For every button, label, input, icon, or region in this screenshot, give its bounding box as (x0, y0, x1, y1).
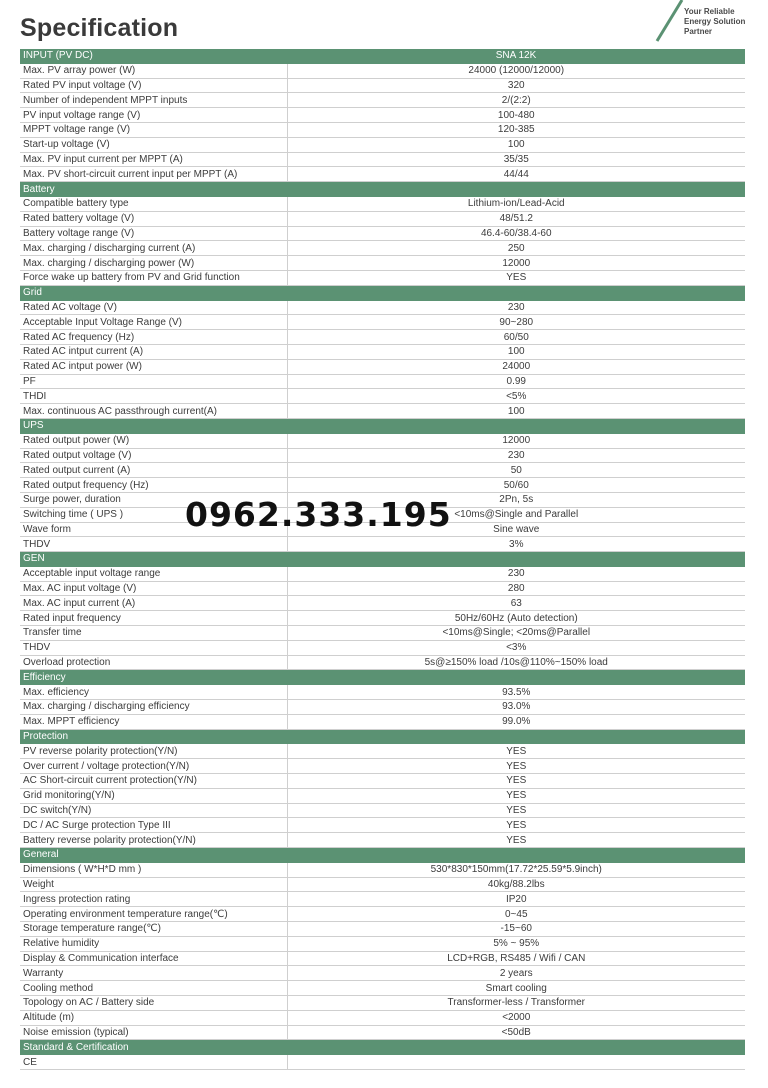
spec-value: 0.99 (287, 374, 745, 389)
section-header-row (20, 552, 745, 567)
spec-label: Rated AC voltage (V) (20, 300, 287, 315)
section-header-label: GEN (20, 552, 287, 567)
spec-value: 230 (287, 300, 745, 315)
spec-value: -15~60 (287, 922, 745, 937)
section-header-label: Protection (20, 729, 287, 744)
spec-value: Smart cooling (287, 981, 745, 996)
section-header-label: Battery (20, 182, 287, 197)
spec-value: IP20 (287, 892, 745, 907)
spec-row (20, 78, 745, 93)
spec-label: Max. AC input voltage (V) (20, 581, 287, 596)
spec-row (20, 803, 745, 818)
spec-label: Rated output frequency (Hz) (20, 478, 287, 493)
spec-value: 24000 (287, 359, 745, 374)
spec-value: 99.0% (287, 714, 745, 729)
section-header-value (287, 670, 745, 685)
spec-value: YES (287, 788, 745, 803)
spec-value: Lithium-ion/Lead-Acid (287, 196, 745, 211)
spec-label: Rated AC intput current (A) (20, 344, 287, 359)
section-header-row (20, 670, 745, 685)
spec-value: 100-480 (287, 108, 745, 123)
spec-row (20, 433, 745, 448)
spec-value: 93.0% (287, 700, 745, 715)
spec-row (20, 196, 745, 211)
spec-label: Rated output voltage (V) (20, 448, 287, 463)
spec-label: THDI (20, 389, 287, 404)
spec-label: Operating environment temperature range(℃) (20, 907, 287, 922)
spec-label: DC / AC Surge protection Type III (20, 818, 287, 833)
spec-value: YES (287, 774, 745, 789)
spec-label: Rated output current (A) (20, 463, 287, 478)
spec-label: Rated battery voltage (V) (20, 211, 287, 226)
spec-row (20, 256, 745, 271)
section-header-value: SNA 12K (287, 49, 745, 63)
spec-label: Max. MPPT efficiency (20, 714, 287, 729)
spec-label: Topology on AC / Battery side (20, 996, 287, 1011)
section-header-value (287, 552, 745, 567)
section-header-value (287, 285, 745, 300)
spec-value: 5% ~ 95% (287, 936, 745, 951)
spec-label: Max. PV short-circuit current input per MPPT (A) (20, 167, 287, 182)
spec-value: LCD+RGB, RS485 / Wifi / CAN (287, 951, 745, 966)
spec-value: 24000 (12000/12000) (287, 63, 745, 78)
spec-label: Weight (20, 877, 287, 892)
brand-tagline-line: Energy Solution (684, 17, 746, 26)
spec-row (20, 448, 745, 463)
section-header-row (20, 848, 745, 863)
spec-label: Rated PV input voltage (V) (20, 78, 287, 93)
spec-row (20, 300, 745, 315)
section-header-label: Grid (20, 285, 287, 300)
spec-row (20, 922, 745, 937)
spec-row (20, 936, 745, 951)
spec-label: Battery reverse polarity protection(Y/N) (20, 833, 287, 848)
spec-value: 100 (287, 137, 745, 152)
spec-value: Transformer-less / Transformer (287, 996, 745, 1011)
spec-row (20, 1025, 745, 1040)
spec-row (20, 404, 745, 419)
spec-row (20, 1010, 745, 1025)
phone-watermark: 0962.333.195 (185, 495, 452, 534)
spec-label: Max. charging / discharging efficiency (20, 700, 287, 715)
spec-label: AC Short-circuit current protection(Y/N) (20, 774, 287, 789)
section-header-value (287, 182, 745, 197)
spec-value: 2 years (287, 966, 745, 981)
spec-label: PV reverse polarity protection(Y/N) (20, 744, 287, 759)
spec-label: Max. efficiency (20, 685, 287, 700)
spec-row (20, 862, 745, 877)
spec-value (287, 1055, 745, 1070)
specification-table (20, 49, 745, 1070)
spec-row (20, 744, 745, 759)
spec-row (20, 93, 745, 108)
spec-value: <10ms@Single; <20ms@Parallel (287, 626, 745, 641)
spec-value: 530*830*150mm(17.72*25.59*5.9inch) (287, 862, 745, 877)
spec-value: YES (287, 818, 745, 833)
spec-value: 3% (287, 537, 745, 552)
spec-label: Battery voltage range (V) (20, 226, 287, 241)
spec-value: <10ms@Single and Parallel (287, 507, 745, 522)
spec-value: 50Hz/60Hz (Auto detection) (287, 611, 745, 626)
spec-label: Max. charging / discharging current (A) (20, 241, 287, 256)
spec-label: Max. AC input current (A) (20, 596, 287, 611)
spec-value: 250 (287, 241, 745, 256)
spec-row (20, 951, 745, 966)
spec-value: YES (287, 744, 745, 759)
spec-row (20, 359, 745, 374)
spec-label: PV input voltage range (V) (20, 108, 287, 123)
spec-row (20, 685, 745, 700)
spec-row (20, 63, 745, 78)
spec-value: 320 (287, 78, 745, 93)
section-header-label: Standard & Certification (20, 1040, 287, 1055)
spec-value: 40kg/88.2lbs (287, 877, 745, 892)
spec-row (20, 788, 745, 803)
spec-row (20, 714, 745, 729)
section-header-row (20, 49, 745, 63)
spec-label: Max. continuous AC passthrough current(A) (20, 404, 287, 419)
section-header-label: UPS (20, 418, 287, 433)
section-header-label: Efficiency (20, 670, 287, 685)
spec-label: Altitude (m) (20, 1010, 287, 1025)
spec-label: Storage temperature range(℃) (20, 922, 287, 937)
spec-value: YES (287, 270, 745, 285)
spec-row (20, 596, 745, 611)
spec-label: Start-up voltage (V) (20, 137, 287, 152)
spec-label: CE (20, 1055, 287, 1070)
spec-row (20, 344, 745, 359)
spec-value: 60/50 (287, 330, 745, 345)
section-header-label: General (20, 848, 287, 863)
spec-label: Max. PV array power (W) (20, 63, 287, 78)
spec-value: 50 (287, 463, 745, 478)
spec-row (20, 1055, 745, 1070)
spec-row (20, 966, 745, 981)
spec-row (20, 152, 745, 167)
spec-label: MPPT voltage range (V) (20, 122, 287, 137)
section-header-row (20, 418, 745, 433)
spec-row (20, 833, 745, 848)
spec-value: 93.5% (287, 685, 745, 700)
section-header-row (20, 729, 745, 744)
spec-row (20, 640, 745, 655)
spec-value: 5s@≥150% load /10s@110%~150% load (287, 655, 745, 670)
spec-row (20, 167, 745, 182)
spec-value: 100 (287, 344, 745, 359)
spec-row (20, 463, 745, 478)
spec-label: Acceptable input voltage range (20, 566, 287, 581)
spec-label: Noise emission (typical) (20, 1025, 287, 1040)
brand-tagline-line: Your Reliable (684, 7, 735, 16)
spec-row (20, 270, 745, 285)
spec-value: YES (287, 803, 745, 818)
page-title: Specification (20, 14, 179, 42)
spec-value: <2000 (287, 1010, 745, 1025)
spec-row (20, 211, 745, 226)
spec-value: YES (287, 833, 745, 848)
spec-label: Display & Communication interface (20, 951, 287, 966)
spec-label: PF (20, 374, 287, 389)
spec-row (20, 907, 745, 922)
spec-value: 0~45 (287, 907, 745, 922)
spec-row (20, 818, 745, 833)
brand-slash-icon (655, 0, 685, 44)
spec-row (20, 626, 745, 641)
spec-label: Switching time ( UPS ) (20, 507, 287, 522)
spec-label: Dimensions ( W*H*D mm ) (20, 862, 287, 877)
spec-row (20, 892, 745, 907)
spec-value: <50dB (287, 1025, 745, 1040)
spec-value: Sine wave (287, 522, 745, 537)
spec-value: 48/51.2 (287, 211, 745, 226)
spec-value: 44/44 (287, 167, 745, 182)
spec-label: Rated AC frequency (Hz) (20, 330, 287, 345)
spec-label: Acceptable Input Voltage Range (V) (20, 315, 287, 330)
spec-label: Relative humidity (20, 936, 287, 951)
section-header-row (20, 182, 745, 197)
spec-value: 12000 (287, 433, 745, 448)
spec-label: Ingress protection rating (20, 892, 287, 907)
section-header-value (287, 1040, 745, 1055)
spec-value: 12000 (287, 256, 745, 271)
spec-row (20, 108, 745, 123)
spec-label: Force wake up battery from PV and Grid function (20, 270, 287, 285)
spec-label: Max. charging / discharging power (W) (20, 256, 287, 271)
spec-row (20, 226, 745, 241)
spec-value: 2/(2:2) (287, 93, 745, 108)
spec-label: Compatible battery type (20, 196, 287, 211)
section-header-value (287, 729, 745, 744)
spec-value: 2Pn, 5s (287, 492, 745, 507)
spec-value: 230 (287, 448, 745, 463)
spec-label: Warranty (20, 966, 287, 981)
spec-label: Max. PV input current per MPPT (A) (20, 152, 287, 167)
spec-value: 46.4-60/38.4-60 (287, 226, 745, 241)
spec-label: Cooling method (20, 981, 287, 996)
brand-tagline (684, 7, 745, 37)
spec-value: YES (287, 759, 745, 774)
spec-row (20, 566, 745, 581)
spec-row (20, 241, 745, 256)
spec-label: THDV (20, 640, 287, 655)
spec-row (20, 877, 745, 892)
spec-row (20, 137, 745, 152)
spec-label: THDV (20, 537, 287, 552)
spec-row (20, 315, 745, 330)
spec-row (20, 996, 745, 1011)
spec-value: <5% (287, 389, 745, 404)
spec-label: Number of independent MPPT inputs (20, 93, 287, 108)
spec-value: 50/60 (287, 478, 745, 493)
spec-value: <3% (287, 640, 745, 655)
spec-label: Over current / voltage protection(Y/N) (20, 759, 287, 774)
spec-row (20, 537, 745, 552)
spec-label: Wave form (20, 522, 287, 537)
spec-value: 120-385 (287, 122, 745, 137)
spec-value: 100 (287, 404, 745, 419)
spec-row (20, 700, 745, 715)
section-header-value (287, 848, 745, 863)
spec-label: Transfer time (20, 626, 287, 641)
spec-value: 90~280 (287, 315, 745, 330)
spec-label: Rated output power (W) (20, 433, 287, 448)
spec-row (20, 581, 745, 596)
section-header-value (287, 418, 745, 433)
section-header-label: INPUT (PV DC) (20, 49, 287, 63)
spec-label: Surge power, duration (20, 492, 287, 507)
spec-label: Rated AC intput power (W) (20, 359, 287, 374)
spec-row (20, 122, 745, 137)
spec-label: Grid monitoring(Y/N) (20, 788, 287, 803)
spec-row (20, 759, 745, 774)
spec-row (20, 981, 745, 996)
spec-value: 230 (287, 566, 745, 581)
spec-row (20, 330, 745, 345)
brand-logo (655, 0, 765, 44)
spec-row (20, 374, 745, 389)
spec-row (20, 611, 745, 626)
brand-tagline-line: Partner (684, 27, 713, 36)
spec-label: Overload protection (20, 655, 287, 670)
spec-row (20, 478, 745, 493)
spec-value: 63 (287, 596, 745, 611)
spec-value: 280 (287, 581, 745, 596)
spec-row (20, 774, 745, 789)
spec-label: DC switch(Y/N) (20, 803, 287, 818)
section-header-row (20, 285, 745, 300)
spec-value: 35/35 (287, 152, 745, 167)
spec-label: Rated input frequency (20, 611, 287, 626)
section-header-row (20, 1040, 745, 1055)
spec-row (20, 389, 745, 404)
spec-row (20, 655, 745, 670)
